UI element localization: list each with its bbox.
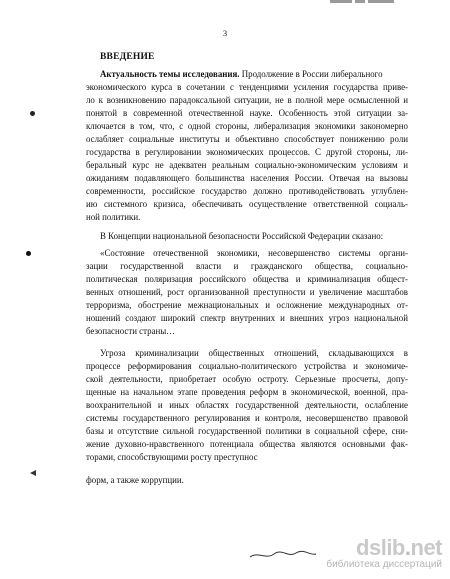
watermark-logo: dslib.net [356,535,442,560]
quote-line: зации государственной власти и гражданского общества, социально- [86,261,408,271]
quote-line: терроризма, обострение межнациональных и осложнение международных от- [86,300,408,310]
body-line: экономического курса в сочетании с тенденциями усиления государства приве- [86,82,408,92]
body-line: системы государственного регулирования и контроля, несовершенство правовой [86,413,408,423]
quote-line: политическая поляризация российского общества и криминализация общест- [86,274,408,284]
body-line: Угроза криминализации общественных отношений, складывающихся в [100,348,408,358]
quote-line: «Состояние отечественной экономики, несовершенство системы органи- [100,248,408,258]
body-line: современности, российское государство должно противодействовать углублен- [86,186,408,196]
body-line [100,69,408,80]
watermark-subtitle: библиотека диссертаций [326,559,442,570]
body-line: торами, способствующими росту преступнос [86,452,258,462]
body-line: ожиданиям подавляющего большинства населения России. Отвечая на вызовы [86,173,408,183]
body-line: ло к возникновению парадоксальной ситуации, не в полной мере осмысленной и [86,95,408,105]
body-line-text: Продолжение в России либерального [239,69,383,79]
watermark [322,537,442,573]
body-line: базы и отсутствие сильной государственной политики в социальной сфере, сни- [86,426,408,436]
margin-dot-icon [30,111,35,116]
body-line: государства в регулировании экономических процессов. С другой стороны, ли- [86,147,408,157]
body-line: ию системного кризиса, обеспечивать осуществление ответственной социаль- [86,199,408,209]
quote-line: ношений создают широкий спектр внутренних и внешних угроз национальной [86,313,408,323]
body-line: ключается в том, что, с одной стороны, либерализация экономики закономерно [86,121,408,131]
quote-line: безопасности страны… [86,326,176,336]
body-line: воохранительной и иных областях государственной деятельности, ослабление [86,400,408,410]
handwritten-mark-icon [248,548,318,562]
body-line: жение духовно-нравственного потенциала общества являются основными фак- [86,439,408,449]
quote-line: венных отношений, рост организованной преступности и увеличение масштабов [86,287,408,297]
page-number: 3 [222,28,228,38]
body-line: понятой в современной отечественной науке. Особенность этой ситуации за- [86,108,408,118]
body-line: ной политики. [86,212,141,222]
body-line: ослабляет социальные институты и объективно способствует понижению роли [86,134,408,144]
margin-bullet-icon [26,251,31,256]
body-line: беральный курс не адекватен реальным социально-экономическим условиям и [86,160,408,170]
body-line: процессе реформирования социально-политического устройства и экономиче- [86,361,408,371]
margin-arrow-icon [30,470,36,476]
scan-top-marks [330,0,402,4]
body-line: форм, а также коррупции. [86,475,184,485]
body-line: В Концепции национальной безопасности Российской Федерации сказано: [100,231,384,241]
body-line: щенные на начальном этапе проведения реформ в экономической, военной, пра- [86,387,408,397]
lead-phrase: Актуальность темы исследования. [100,69,240,79]
body-line: ской деятельности, приобретает особую остроту. Серьезные просчеты, допу- [86,374,408,384]
section-heading: ВВЕДЕНИЕ [100,52,155,62]
